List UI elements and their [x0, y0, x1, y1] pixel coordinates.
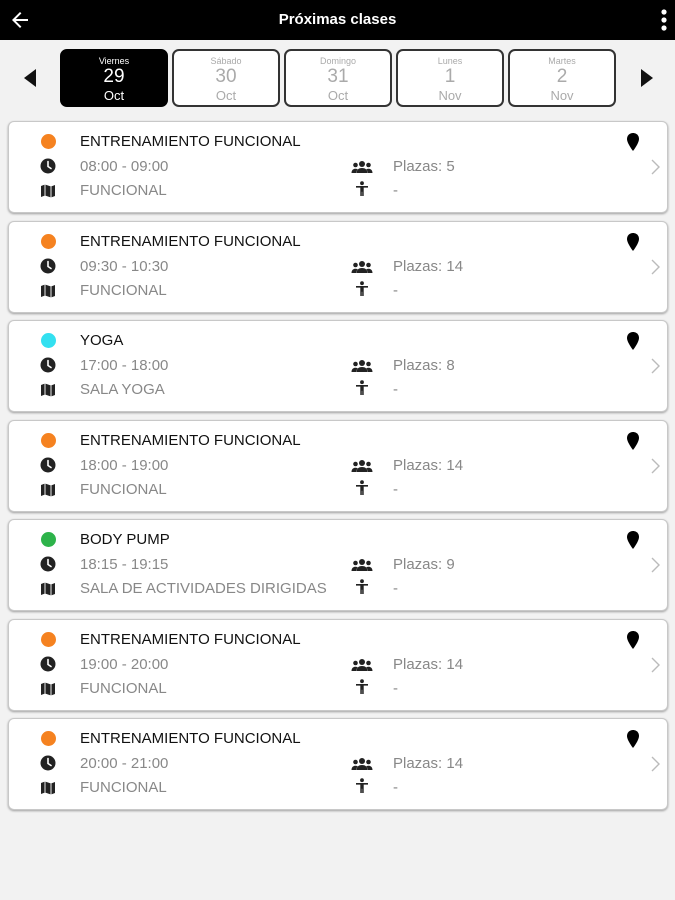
- person-icon: [354, 579, 370, 595]
- next-arrow-icon[interactable]: [641, 69, 653, 87]
- class-time: 18:00 - 19:00: [80, 456, 169, 474]
- person-icon: [354, 181, 370, 197]
- class-name: ENTRENAMIENTO FUNCIONAL: [80, 232, 301, 250]
- class-instructor: -: [393, 580, 398, 597]
- map-icon: [40, 283, 56, 299]
- clock-icon: [40, 158, 56, 174]
- location-pin-icon[interactable]: [626, 332, 640, 350]
- chevron-right-icon: [650, 258, 660, 276]
- class-name: BODY PUMP: [80, 531, 170, 548]
- category-color-dot: [41, 234, 56, 249]
- day-month: Nov: [550, 88, 574, 103]
- map-icon: [40, 681, 56, 697]
- class-instructor: -: [393, 381, 398, 398]
- chevron-right-icon: [650, 656, 660, 674]
- class-instructor: -: [393, 182, 398, 199]
- class-time: 17:00 - 18:00: [80, 357, 169, 374]
- class-time: 20:00 - 21:00: [80, 755, 169, 772]
- location-pin-icon[interactable]: [626, 233, 640, 251]
- clock-icon: [40, 258, 56, 274]
- day-number: 31: [327, 66, 349, 87]
- person-icon: [354, 281, 370, 297]
- class-instructor: -: [393, 679, 398, 697]
- group-icon: [351, 458, 373, 474]
- day-name: Lunes: [437, 56, 463, 66]
- class-time: 08:00 - 09:00: [80, 158, 169, 175]
- day-tab[interactable]: [172, 49, 280, 107]
- day-month: Nov: [438, 88, 462, 103]
- category-color-dot: [41, 532, 56, 547]
- map-icon: [40, 183, 56, 199]
- category-color-dot: [41, 731, 56, 746]
- class-card[interactable]: [8, 420, 668, 512]
- class-instructor: -: [393, 480, 398, 498]
- chevron-right-icon: [650, 457, 660, 475]
- class-name: ENTRENAMIENTO FUNCIONAL: [80, 630, 301, 648]
- class-card[interactable]: [8, 519, 668, 611]
- class-instructor: -: [393, 779, 398, 796]
- group-icon: [351, 557, 373, 573]
- chevron-right-icon: [650, 357, 660, 375]
- class-time: 19:00 - 20:00: [80, 655, 169, 673]
- person-icon: [354, 380, 370, 396]
- class-spots: Plazas: 5: [393, 158, 455, 175]
- day-month: Oct: [103, 88, 125, 103]
- class-name: ENTRENAMIENTO FUNCIONAL: [80, 431, 301, 449]
- day-tab[interactable]: [60, 49, 168, 107]
- person-icon: [354, 778, 370, 794]
- chevron-right-icon: [650, 556, 660, 574]
- category-color-dot: [41, 632, 56, 647]
- class-room: SALA YOGA: [80, 381, 165, 398]
- class-room: FUNCIONAL: [80, 679, 167, 697]
- map-icon: [40, 581, 56, 597]
- class-time: 18:15 - 19:15: [80, 556, 169, 573]
- class-card[interactable]: [8, 619, 668, 711]
- day-number: 30: [215, 66, 237, 87]
- day-month: Oct: [327, 88, 349, 103]
- day-name: Martes: [548, 56, 576, 66]
- day-tab[interactable]: [396, 49, 504, 107]
- page-title: Próximas clases: [278, 11, 397, 28]
- location-pin-icon[interactable]: [626, 631, 640, 649]
- class-room: FUNCIONAL: [80, 281, 167, 299]
- clock-icon: [40, 357, 56, 373]
- class-room: FUNCIONAL: [80, 779, 167, 796]
- class-card[interactable]: [8, 221, 668, 313]
- class-card[interactable]: [8, 320, 668, 412]
- class-card[interactable]: [8, 718, 668, 810]
- clock-icon: [40, 656, 56, 672]
- class-name: YOGA: [80, 332, 124, 349]
- class-spots: Plazas: 14: [393, 655, 464, 673]
- class-spots: Plazas: 8: [393, 357, 455, 374]
- class-room: SALA DE ACTIVIDADES DIRIGIDAS: [80, 580, 327, 597]
- class-spots: Plazas: 14: [393, 456, 464, 474]
- location-pin-icon[interactable]: [626, 730, 640, 748]
- day-month: Oct: [215, 88, 237, 103]
- class-spots: Plazas: 9: [393, 556, 455, 573]
- location-pin-icon[interactable]: [626, 432, 640, 450]
- class-card[interactable]: [8, 121, 668, 213]
- group-icon: [351, 756, 373, 772]
- date-selector: [0, 40, 675, 116]
- day-name: Viernes: [98, 56, 130, 66]
- map-icon: [40, 382, 56, 398]
- day-number: 1: [444, 66, 456, 87]
- day-number: 2: [556, 66, 568, 87]
- app-bar: [0, 0, 675, 40]
- group-icon: [351, 259, 373, 275]
- class-room: FUNCIONAL: [80, 480, 167, 498]
- day-number: 29: [103, 66, 125, 87]
- clock-icon: [40, 755, 56, 771]
- class-name: ENTRENAMIENTO FUNCIONAL: [80, 730, 301, 747]
- class-room: FUNCIONAL: [80, 182, 167, 199]
- more-vert-icon[interactable]: [659, 8, 669, 32]
- class-name: ENTRENAMIENTO FUNCIONAL: [80, 133, 301, 150]
- location-pin-icon[interactable]: [626, 133, 640, 151]
- day-tab[interactable]: [508, 49, 616, 107]
- category-color-dot: [41, 333, 56, 348]
- group-icon: [351, 657, 373, 673]
- class-spots: Plazas: 14: [393, 257, 464, 275]
- category-color-dot: [41, 433, 56, 448]
- map-icon: [40, 482, 56, 498]
- day-name: Sábado: [210, 56, 242, 66]
- location-pin-icon[interactable]: [626, 531, 640, 549]
- chevron-right-icon: [650, 158, 660, 176]
- group-icon: [351, 358, 373, 374]
- group-icon: [351, 159, 373, 175]
- class-instructor: -: [393, 281, 398, 299]
- prev-arrow-icon[interactable]: [24, 69, 36, 87]
- class-spots: Plazas: 14: [393, 755, 464, 772]
- chevron-right-icon: [650, 755, 660, 773]
- day-name: Domingo: [319, 56, 357, 66]
- person-icon: [354, 679, 370, 695]
- map-icon: [40, 780, 56, 796]
- clock-icon: [40, 457, 56, 473]
- day-tab[interactable]: [284, 49, 392, 107]
- clock-icon: [40, 556, 56, 572]
- person-icon: [354, 480, 370, 496]
- class-time: 09:30 - 10:30: [80, 257, 169, 275]
- category-color-dot: [41, 134, 56, 149]
